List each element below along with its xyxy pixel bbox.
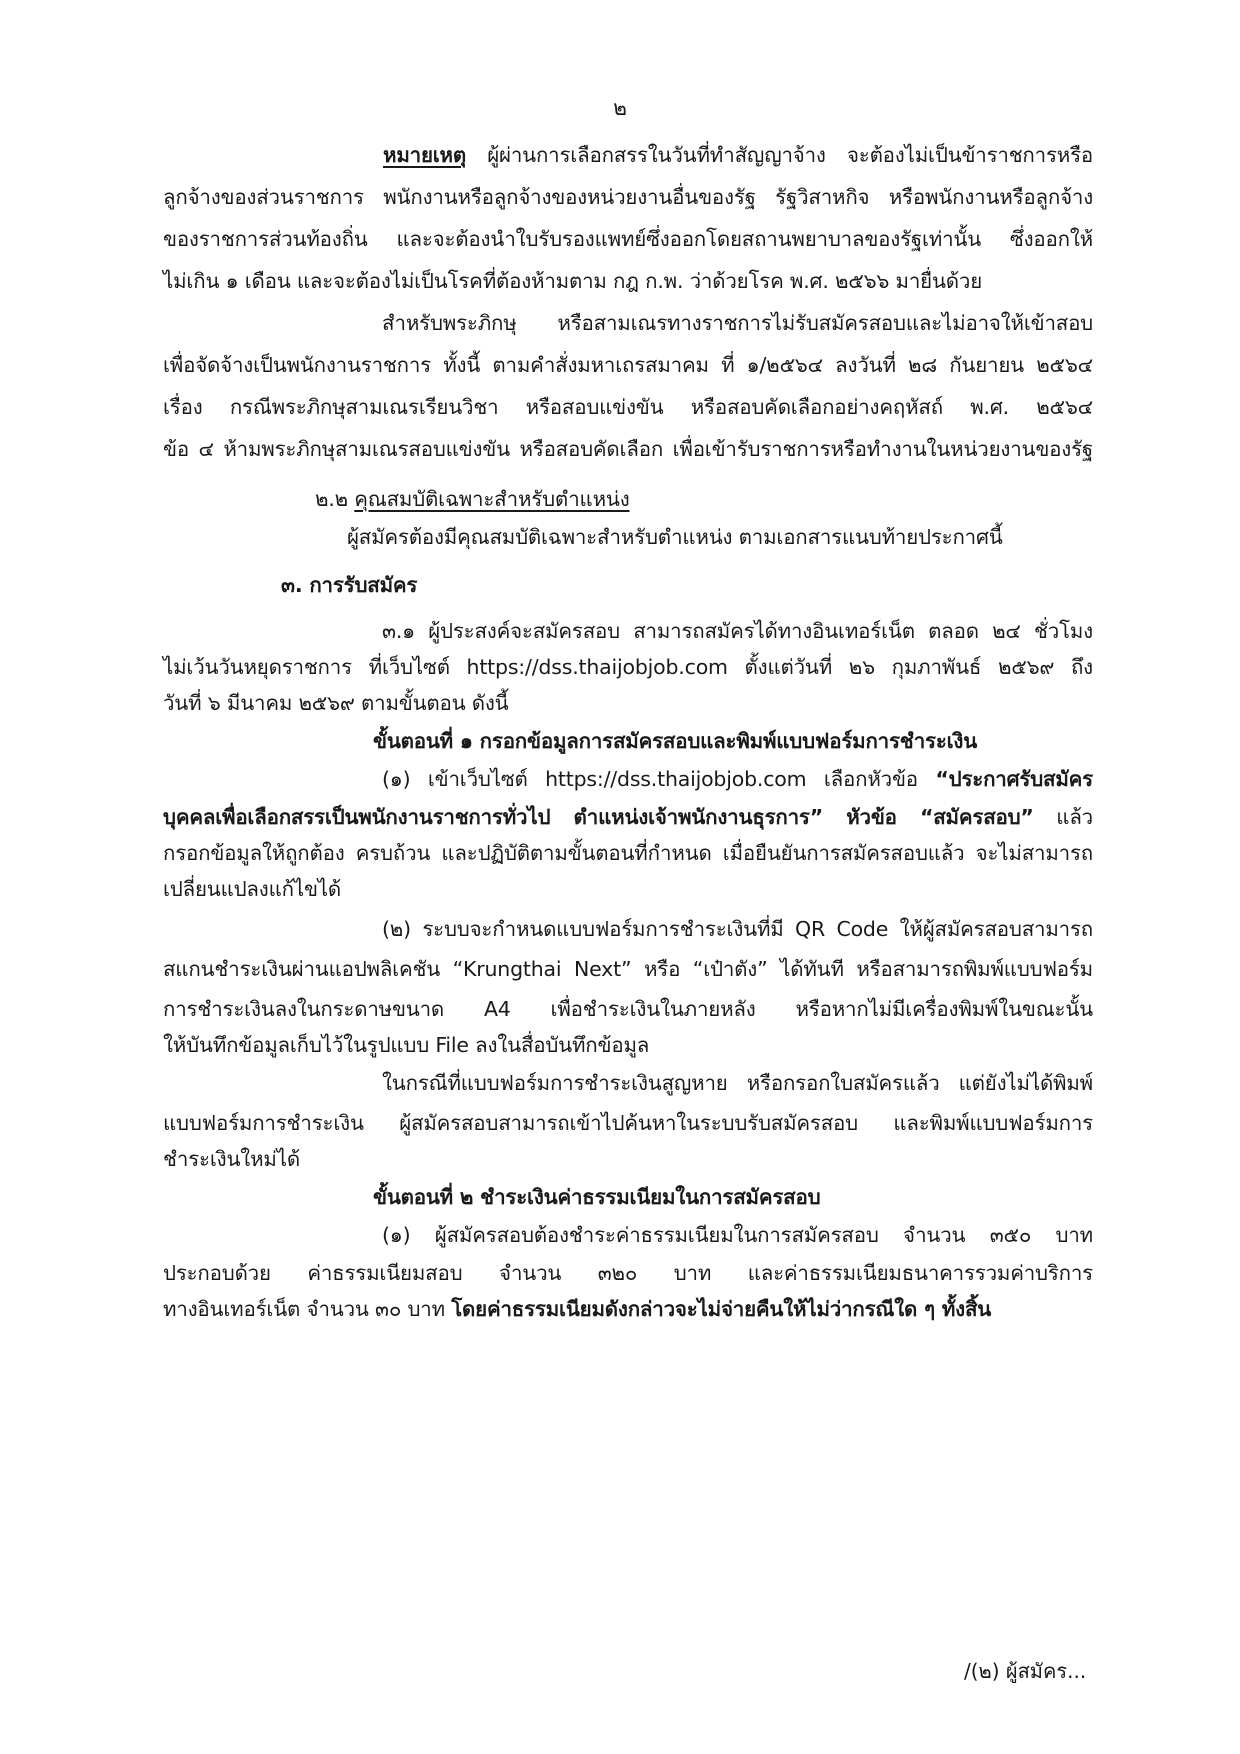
step-1-item-2-line-1: (๒) ระบบจะกำหนดแบบฟอร์มการชำระเงินที่มี QR Code ให้ผู้สมัครสอบสามารถ <box>382 917 1093 941</box>
note-label: หมายเหตุ <box>383 143 466 167</box>
monk-line-2: เพื่อจัดจ้างเป็นพนักงานราชการ ทั้งนี้ ตามคำสั่งมหาเถรสมาคม ที่ ๑/๒๕๖๔ ลงวันที่ ๒๘ กันยายน ๒๕๖๔ <box>163 353 1093 377</box>
step-1-item-2-line-4: ให้บันทึกข้อมูลเก็บไว้ในรูปแบบ File ลงในสื่อบันทึกข้อมูล <box>163 1033 650 1057</box>
monk-line-4: ข้อ ๔ ห้ามพระภิกษุสามเณรสอบแข่งขัน หรือสอบคัดเลือก เพื่อเข้ารับราชการหรือทำงานในหน่วยงานของรัฐ <box>163 437 1093 461</box>
monk-line-3: เรื่อง กรณีพระภิกษุสามเณรเรียนวิชา หรือสอบแข่งขัน หรือสอบคัดเลือกอย่างคฤหัสถ์ พ.ศ. ๒๕๖๔ <box>163 395 1093 419</box>
section-3-heading: ๓. การรับสมัคร <box>281 573 418 597</box>
section-2-2-title: คุณสมบัติเฉพาะสำหรับตำแหน่ง <box>354 487 630 511</box>
step-2-item-1-line-2: ประกอบด้วย ค่าธรรมเนียมสอบ จำนวน ๓๒๐ บาท และค่าธรรมเนียมธนาคารรวมค่าบริการ <box>163 1261 1093 1285</box>
sub-3-1-line-2: ไม่เว้นวันหยุดราชการ ที่เว็บไซต์ https://dss.thaijobjob.com ตั้งแต่วันที่ ๒๖ กุมภาพันธ์ ๒๕๖๙ ถึง <box>163 655 1093 679</box>
monk-line-1: สำหรับพระภิกษุ หรือสามเณรทางราชการไม่รับสมัครสอบและไม่อาจให้เข้าสอบ <box>382 311 1093 335</box>
lost-form-line-3: ชำระเงินใหม่ได้ <box>163 1147 300 1171</box>
note-line-1: หมายเหตุ ผู้ผ่านการเลือกสรรในวันที่ทำสัญญาจ้าง จะต้องไม่เป็นข้าราชการหรือ <box>383 143 1093 167</box>
step-1-item-1-line-4: เปลี่ยนแปลงแก้ไขได้ <box>163 877 341 901</box>
step-1-item-1-line-2: บุคคลเพื่อเลือกสรรเป็นพนักงานราชการทั่วไป ตำแหน่งเจ้าพนักงานธุรการ” หัวข้อ “สมัครสอบ” แล้ว <box>163 805 1093 829</box>
note-line-2: ลูกจ้างของส่วนราชการ พนักงานหรือลูกจ้างของหน่วยงานอื่นของรัฐ รัฐวิสาหกิจ หรือพนักงานหรือลูกจ้าง <box>163 185 1093 209</box>
step-2-title: ขั้นตอนที่ ๒ ชำระเงินค่าธรรมเนียมในการสมัครสอบ <box>373 1185 821 1209</box>
step-2-item-1-line-1: (๑) ผู้สมัครสอบต้องชำระค่าธรรมเนียมในการสมัครสอบ จำนวน ๓๕๐ บาท <box>382 1223 1093 1247</box>
step-1-item-2-line-2: สแกนชำระเงินผ่านแอปพลิเคชัน “Krungthai Next” หรือ “เป๋าตัง” ได้ทันที หรือสามารถพิมพ์แบบฟอร์ม <box>163 957 1093 981</box>
note-line-4: ไม่เกิน ๑ เดือน และจะต้องไม่เป็นโรคที่ต้องห้ามตาม กฎ ก.พ. ว่าด้วยโรค พ.ศ. ๒๕๖๖ มายื่นด้วย <box>163 269 983 293</box>
lost-form-line-2: แบบฟอร์มการชำระเงิน ผู้สมัครสอบสามารถเข้าไปค้นหาในระบบรับสมัครสอบ และพิมพ์แบบฟอร์มการ <box>163 1111 1093 1135</box>
sub-3-1-line-1: ๓.๑ ผู้ประสงค์จะสมัครสอบ สามารถสมัครได้ทางอินเทอร์เน็ต ตลอด ๒๔ ชั่วโมง <box>382 619 1093 643</box>
step-1-item-1-line-1: (๑) เข้าเว็บไซต์ https://dss.thaijobjob.com เลือกหัวข้อ “ประกาศรับสมัคร <box>382 767 1093 791</box>
note-line-3: ของราชการส่วนท้องถิ่น และจะต้องนำใบรับรองแพทย์ซึ่งออกโดยสถานพยาบาลของรัฐเท่านั้น ซึ่งออกให้ <box>163 227 1093 251</box>
section-2-2-heading: ๒.๒ คุณสมบัติเฉพาะสำหรับตำแหน่ง <box>315 487 630 511</box>
sub-3-1-line-3: วันที่ ๖ มีนาคม ๒๕๖๙ ตามขั้นตอน ดังนี้ <box>163 691 509 715</box>
continuation-marker: /(๒) ผู้สมัคร... <box>964 1659 1087 1683</box>
step-2-item-1-line-3: ทางอินเทอร์เน็ต จำนวน ๓๐ บาท โดยค่าธรรมเนียมดังกล่าวจะไม่จ่ายคืนให้ไม่ว่ากรณีใด ๆ ทั้งสิ้น <box>163 1297 992 1321</box>
page-number: ๒ <box>613 96 627 120</box>
step-1-title: ขั้นตอนที่ ๑ กรอกข้อมูลการสมัครสอบและพิมพ์แบบฟอร์มการชำระเงิน <box>373 729 978 753</box>
lost-form-line-1: ในกรณีที่แบบฟอร์มการชำระเงินสูญหาย หรือกรอกใบสมัครแล้ว แต่ยังไม่ได้พิมพ์ <box>382 1071 1093 1095</box>
section-2-2-body: ผู้สมัครต้องมีคุณสมบัติเฉพาะสำหรับตำแหน่ง ตามเอกสารแนบท้ายประกาศนี้ <box>347 525 1003 549</box>
step-1-item-1-line-3: กรอกข้อมูลให้ถูกต้อง ครบถ้วน และปฏิบัติตามขั้นตอนที่กำหนด เมื่อยืนยันการสมัครสอบแล้ว จะไม่สามารถ <box>163 841 1093 865</box>
step-1-item-2-line-3: การชำระเงินลงในกระดาษขนาด A4 เพื่อชำระเงินในภายหลัง หรือหากไม่มีเครื่องพิมพ์ในขณะนั้น <box>163 997 1093 1021</box>
